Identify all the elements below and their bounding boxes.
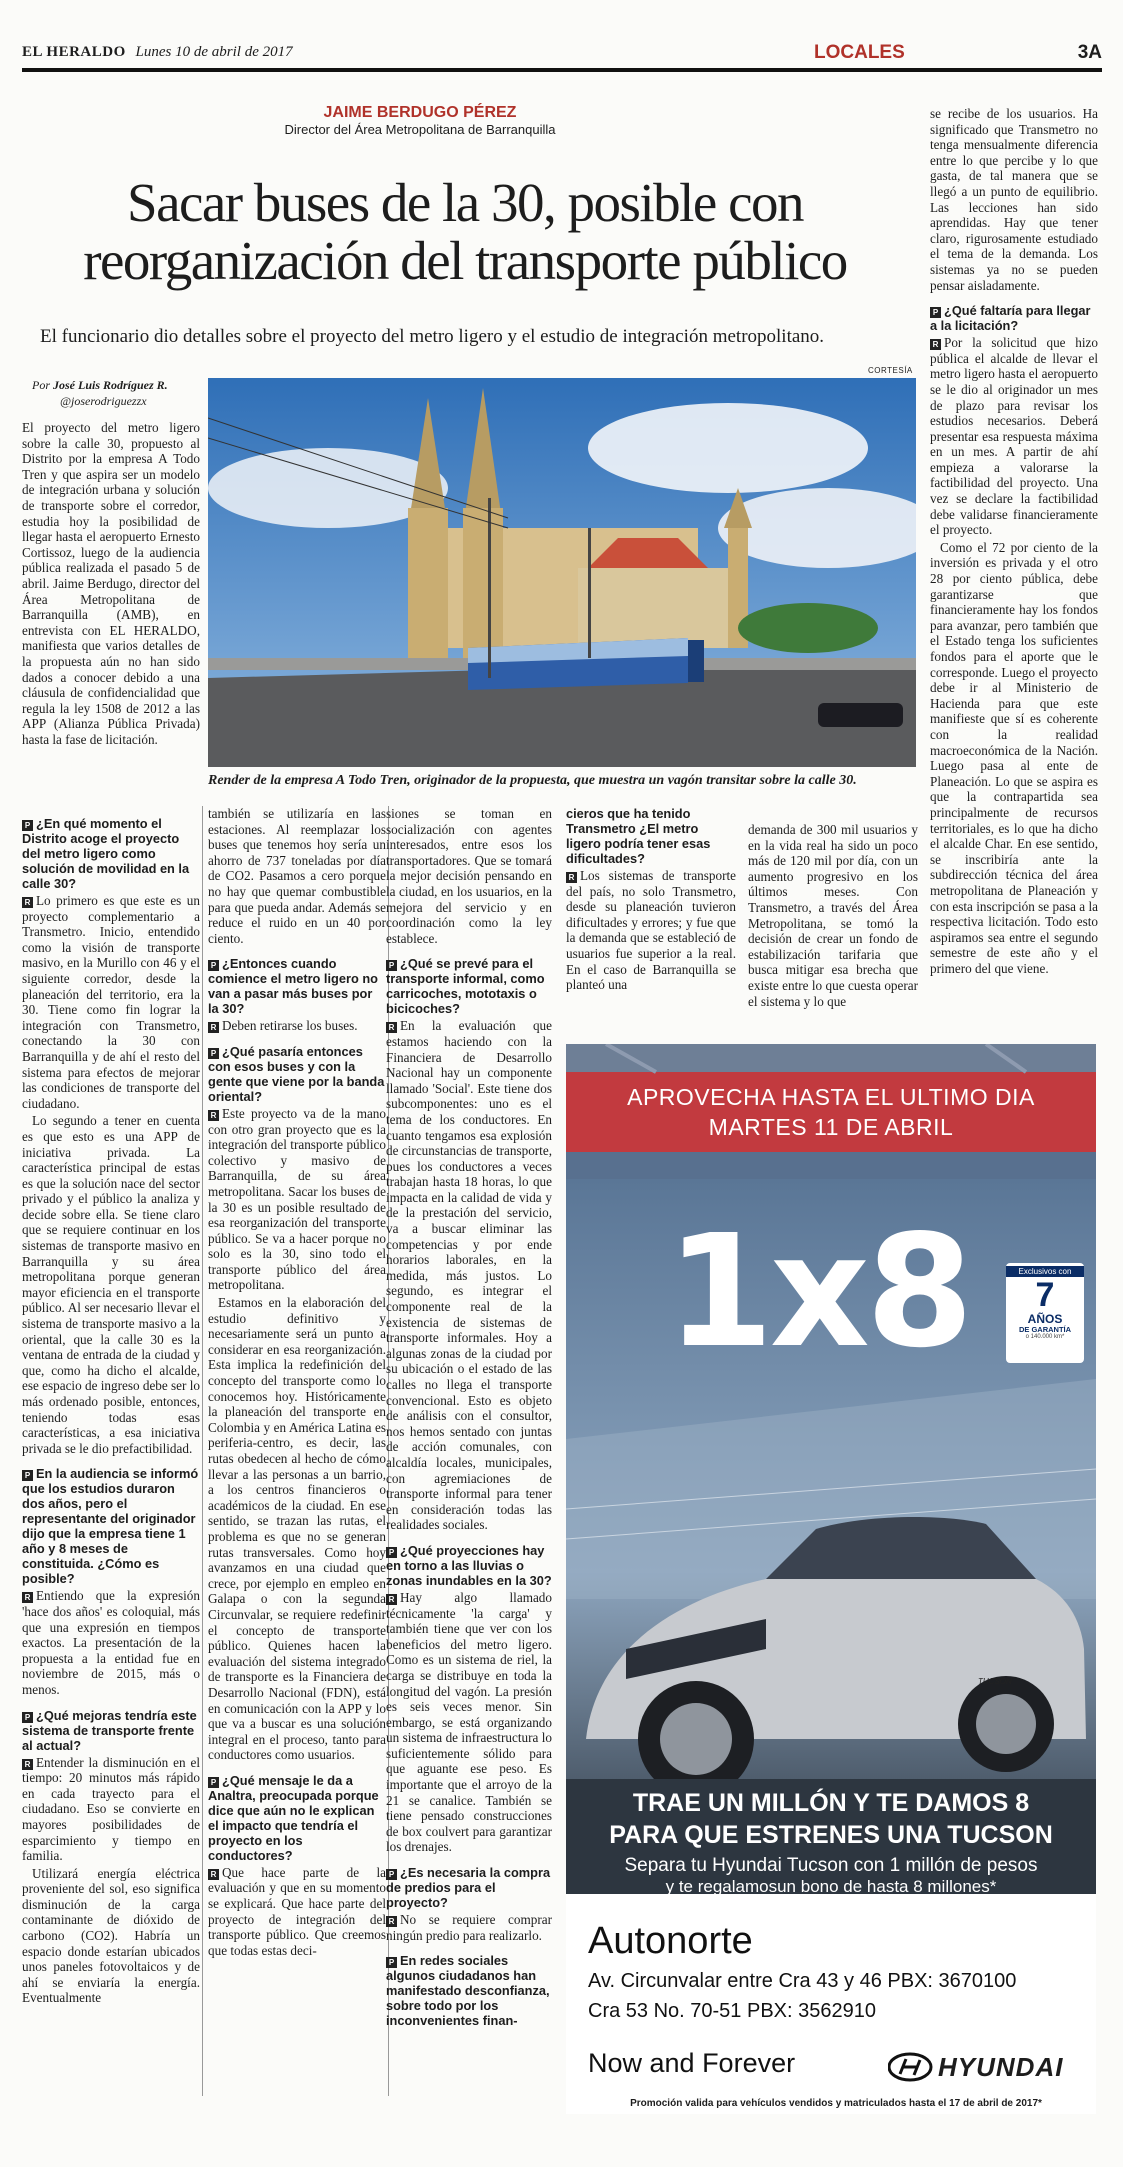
- warranty-badge-sub: DE GARANTÍA: [1018, 1325, 1072, 1334]
- masthead-rule: [22, 68, 1102, 72]
- question-text: ¿En qué momento el Distrito acoge el proyecto del metro ligero como solución de movilidad en la calle 30?: [22, 816, 190, 891]
- question: [208, 1773, 386, 1863]
- car-model-plate: TUCSON: [978, 1677, 1012, 1686]
- dealer-address-1: Av. Circunvalar entre Cra 43 y 46 PBX: 3670100: [588, 1970, 1017, 1992]
- photo-caption: Render de la empresa A Todo Tren, originador de la propuesta, que muestra un vagón transitar sobre la calle 30.: [208, 773, 857, 788]
- promo-fine-print: Promoción valida para vehículos vendidos y matriculados hasta el 17 de abril de 2017*: [630, 2098, 1042, 2109]
- question: [208, 956, 386, 1016]
- question: [386, 1953, 552, 2028]
- answer-text: Que hace parte de la evaluación y que en su momento se explicará. Que hace parte del proyecto de integración del transporte público. Que creemos que todas estas deci-: [208, 1864, 386, 1958]
- question-marker-icon: P: [386, 1869, 397, 1880]
- question-marker-icon: P: [386, 960, 397, 971]
- question: [386, 1865, 552, 1910]
- answer: [386, 1018, 552, 1533]
- article-column-6: [930, 106, 1098, 978]
- ad-banner-background: [566, 1044, 1096, 1179]
- answer: [208, 1865, 386, 1959]
- answer-text: Entender la disminución en el tiempo: 20 minutos más rápido en cada trayecto para el ciudadano. Eso se convierte en mayores posibilidades de esparcimiento y tiempo en familia.: [22, 1754, 200, 1864]
- warranty-badge-number: 7: [1035, 1276, 1055, 1314]
- article-intro-column: [22, 420, 200, 749]
- paragraph: Utilizará energía eléctrica proveniente del sol, eso significa disminución de la carga contaminante de dióxido de carbono (CO2). Habría un espacio donde estarían ubicados unos paneles fotovoltaicos y de ahí se enviaría la energía. Eventualmente: [22, 1865, 200, 2006]
- answer-text: Los sistemas de transporte del país, no solo Transmetro, desde su planeación tuvieron dificultades y errores; y fue que la demanda que se estableció de usuarios fue superior a la real. En el caso de Barranquilla se planteó una: [566, 868, 736, 993]
- question-marker-icon: P: [386, 1957, 397, 1968]
- answer-marker-icon: R: [22, 1592, 33, 1603]
- byline-prefix: Por: [32, 378, 50, 392]
- paper-name: EL HERALDO: [22, 44, 126, 60]
- question-marker-icon: P: [208, 1048, 219, 1059]
- question-marker-icon: P: [22, 1470, 33, 1481]
- hyundai-wordmark: HYUNDAI: [938, 2052, 1064, 2082]
- question: [930, 303, 1098, 333]
- question: [22, 1466, 200, 1586]
- question-continued: cieros que ha tenido Transmetro ¿El metro ligero podría tener esas dificultades?: [566, 806, 711, 866]
- answer: [386, 1590, 552, 1855]
- answer: [386, 1912, 552, 1943]
- answer: [22, 1755, 200, 1864]
- question: [208, 1044, 386, 1104]
- article-column-3: [386, 806, 552, 2030]
- ad-banner-line-2: MARTES 11 DE ABRIL: [708, 1114, 954, 1140]
- answer-marker-icon: R: [22, 897, 33, 908]
- byline: [32, 378, 168, 393]
- answer: [930, 335, 1098, 538]
- answer-text: Entiendo que la expresión 'hace dos años' es coloquial, más que una expresión en tiempos exactos. La presentación de la propuesta a la entidad fue en noviembre de 2015, más o menos.: [22, 1588, 200, 1697]
- intro-paragraph: El proyecto del metro ligero sobre la calle 30, propuesto al Distrito por la empresa A Todo Tren y que aspira ser un modelo de integración urbana y solución de transporte sobre el corredor, estudia hoy la posibilidad de llegar hasta el aeropuerto Ernesto Cortissoz, luego de la audiencia pública realizada el pasado 5 de abril. Jaime Berdugo, director del Área Metropolitana de Barranquilla (AMB), en entrevista con EL HERALDO, manifiesta que varios detalles de la propuesta aún no han sido dados a conocer debido a una cláusula de confidencialidad que regula la ley 1508 de 2012 a las APP (Alianza Pública Privada) hasta la fase de licitación.: [22, 420, 200, 747]
- question-marker-icon: P: [930, 307, 941, 318]
- tram-render-illustration: [208, 378, 916, 767]
- question: [22, 1708, 200, 1753]
- answer-text: No se requiere comprar ningún predio para realizarlo.: [386, 1912, 552, 1943]
- article-photo: [208, 378, 916, 767]
- interviewee-block: [100, 104, 740, 137]
- question-text: ¿Entonces cuando comience el metro ligero no van a pasar más buses por la 30?: [208, 956, 378, 1017]
- answer-marker-icon: R: [386, 1594, 397, 1605]
- question-text: ¿Es necesaria la compra de predios para el proyecto?: [386, 1865, 551, 1911]
- headline-line-1: Sacar buses de la 30, posible con: [126, 172, 803, 233]
- interviewee-role: Director del Área Metropolitana de Barranquilla: [284, 122, 556, 137]
- article-column-4: [566, 806, 736, 995]
- column-divider: [202, 806, 203, 2096]
- paragraph: también se utilizaría en las estaciones. Al reemplazar los buses que tenemos hoy sería un ahorro de 737 toneladas por día de CO2. Pasamos a cero porque no hay que quemar combustible para que pueda andar. Además se reduce el ruido en un 40 por ciento.: [208, 806, 386, 946]
- paragraph: Lo segundo a tener en cuenta es que esto es una APP de iniciativa privada. La característica principal de estas es que la solución nace del sector privado y el público la analiza y decide sobre ella. Se tiene claro que se requiere continuar en los sistemas de transporte masivo en Barranquilla y su área metropolitana porque generan mayor eficiencia en el transporte público. Al ser necesario llevar el sistema de transporte masivo a la oriental, que la calle 30 es la ventana de entrada de la ciudad y que, como ha dicho el alcalde, ese espacio de ingreso debe ser lo más ordenado posible, entonces, teniendo todas esas características, a esa iniciativa privada se le dio prefactibilidad.: [22, 1113, 200, 1456]
- paragraph: demanda de 300 mil usuarios y en la vida real ha sido un poco más de 120 mil por día, con un aumento progresivo en los últimos meses. Con Transmetro, a través del Área Metropolitana, se tomó la decisión de crear un fondo de estabilización tarifaria que busca mitigar esa brecha que existe entre lo que cuesta operar el sistema y lo que: [748, 822, 918, 1009]
- paragraph: Estamos en la elaboración del estudio definitivo y necesariamente será un punto a considerar en esa reorganización. Esta implica la redefinición del concepto del transporte como lo conocemos hoy. Históricamente la planeación del transporte en Colombia y en América Latina es periferia-centro, es decir, las rutas obedecen al hecho de cómo llevar a las personas a un barrio, a los centros financieros o académicos de la ciudad. En ese sentido, se trazan las rutas, el problema es que no se generan rutas transversales. Como hoy avanzamos en una ciudad que crece, por ejemplo en empleo en Galapa o con la segunda Circunvalar, se requiere redefinir el concepto de transporte público. Quienes hacen la evaluación del sistema integrado de transporte es la Financiera de Desarrollo Nacional (FDN), está en comunicación con la APP y lo que va a buscar es una solución integral en el proceso, tanto para conductores como usuarios.: [208, 1295, 386, 1763]
- answer: [22, 893, 200, 1111]
- question-marker-icon: P: [22, 820, 33, 831]
- brand-slogan: Now and Forever: [588, 2048, 796, 2078]
- byline-name: José Luis Rodríguez R.: [53, 378, 168, 392]
- hyundai-advertisement: [566, 1044, 1096, 2114]
- answer: [566, 868, 736, 993]
- answer: [22, 1588, 200, 1697]
- question: [386, 1543, 552, 1588]
- headline-line-2: reorganización del transporte público: [83, 230, 847, 291]
- ad-banner-line-1: APROVECHA HASTA EL ULTIMO DIA: [627, 1084, 1035, 1110]
- ad-subline-2: y te regalamosun bono de hasta 8 millones*: [665, 1877, 997, 1894]
- interviewee-name: JAIME BERDUGO PÉREZ: [323, 104, 517, 121]
- question-text: En la audiencia se informó que los estudios duraron dos años, pero el representante del originador dijo que la empresa tiene 1 año y 8 meses de constituida. ¿Cómo es posible?: [22, 1466, 199, 1587]
- paragraph: se recibe de los usuarios. Ha significado que Transmetro no tenga mensualmente diferencia entre lo que percibe y lo que gasta, de tal manera que se llegó a un punto de equilibrio. Las lecciones han sido aprendidas. Hay que tener claro, rigurosamente estudiado el tema de la demanda. Los sistemas ya no se pueden pensar aisladamente.: [930, 106, 1098, 293]
- question-marker-icon: P: [386, 1547, 397, 1558]
- question-marker-icon: P: [208, 960, 219, 971]
- question: [386, 956, 552, 1016]
- ad-banner: [566, 1044, 1096, 1179]
- answer-marker-icon: R: [566, 872, 577, 883]
- question-text: ¿Qué mensaje le da a Analtra, preocupada porque dice que aún no le explican el impacto que tendría el proyecto en los conductores?: [208, 1772, 379, 1863]
- ad-subline-1: Separa tu Hyundai Tucson con 1 millón de pesos: [624, 1855, 1038, 1876]
- warranty-badge-top: Exclusivos con: [1006, 1266, 1084, 1277]
- question-text: ¿Qué proyecciones hay en torno a las lluvias o zonas inundables en la 30?: [386, 1542, 552, 1588]
- answer-marker-icon: R: [208, 1110, 219, 1121]
- article-column-1: [22, 806, 200, 2008]
- warranty-badge-word: AÑOS: [1027, 1312, 1063, 1326]
- byline-handle: @joserodriguezzx: [60, 394, 147, 408]
- question-text: En redes sociales algunos ciudadanos han manifestado desconfianza, sobre todo por los inconvenientes finan-: [386, 1953, 550, 2029]
- answer-marker-icon: R: [208, 1022, 219, 1033]
- hyundai-logo: [888, 2050, 1078, 2084]
- question: [22, 816, 200, 891]
- question-text: ¿Qué faltaría para llegar a la licitación?: [930, 303, 1091, 334]
- ad-offer-1x8: 1x8: [666, 1201, 970, 1382]
- question-text: ¿Qué se prevé para el transporte informal, como carricoches, mototaxis o bicicoches?: [386, 956, 545, 1017]
- answer-text: Lo primero es que este es un proyecto complementario a Transmetro. Inicio, entendido como la visión de transporte masivo, en la Murillo con 46 y el siguiente corredor, desde la planeación del territorio, era la 30. Tiene como fin lograr la integración con Transmetro, conectando la 30 con Barranquilla y de ahí el resto del sistema para efectos de mejorar las condiciones de transporte del ciudadano.: [22, 893, 200, 1111]
- issue-date: Lunes 10 de abril de 2017: [135, 44, 293, 60]
- deck: El funcionario dio detalles sobre el proyecto del metro ligero y el estudio de integración metropolitano.: [40, 326, 825, 347]
- headline: [20, 174, 910, 290]
- answer-marker-icon: R: [386, 1022, 397, 1033]
- answer: [208, 1018, 386, 1034]
- answer-marker-icon: R: [930, 339, 941, 350]
- answer: [208, 1106, 386, 1293]
- question-text: ¿Qué pasaría entonces con esos buses y con la gente que viene por la banda oriental?: [208, 1043, 385, 1104]
- answer-text: Deben retirarse los buses.: [222, 1018, 358, 1034]
- question-marker-icon: P: [22, 1712, 33, 1723]
- answer-marker-icon: R: [22, 1759, 33, 1770]
- ad-headline-2: PARA QUE ESTRENES UNA TUCSON: [609, 1821, 1053, 1849]
- page-number: 3A: [1077, 42, 1102, 63]
- answer-text: Hay algo llamado técnicamente 'la carga' y también tiene que ver con los beneficios del metro ligero. Como es un sistema de riel, la carga se distribuye en toda la longitud del vagón. La presión es seis veces menor. Sin embargo, se está organizando un sistema de infraestructura lo suficientemente sólido para que aguante ese peso. Es importante que el arroyo de la 21 se canalice. También se tiene pensado construcciones de box coulvert para garantizar los drenajes.: [386, 1589, 552, 1855]
- warranty-badge: [1006, 1263, 1084, 1363]
- answer-text: Este proyecto va de la mano con otro gran proyecto que es la integración del transporte público colectivo y masivo de Barranquilla, de su área metropolitana. Sacar los buses de la 30 es un posible resultado de esa reorganización del transporte público. Se va a hacer porque no solo es la 30, sino todo el transporte público del área metropolitana.: [208, 1105, 386, 1293]
- answer-marker-icon: R: [208, 1869, 219, 1880]
- dealer-address-2: Cra 53 No. 70-51 PBX: 3562910: [588, 2000, 876, 2022]
- article-column-2: [208, 806, 386, 1960]
- ad-headline-1: TRAE UN MILLÓN Y TE DAMOS 8: [632, 1789, 1030, 1817]
- paragraph: Como el 72 por ciento de la inversión es privada y el otro 28 por ciento pública, debe garantizarse que financieramente hay los fondos para avanzar, pero también que el Estado tenga los suficientes fondos para el aporte que le corresponde. Luego el proyecto debe ir al Ministerio de Hacienda para que este manifieste que sí es coherente con la realidad macroeconómica de la Nación. Luego pasa al ente de Planeación. Lo que se aspira es que la contrapartida sea principalmente de recursos territoriales, es lo que ha dicho el alcalde Char. En ese sentido, se inscribiría ante la subdirección técnica del área metropolitana de Planeación y con esta inscripción se pasa a la respectiva licitación. Todo esto aspiramos sea entre el segundo semestre de este año y el primero del que viene.: [930, 539, 1098, 976]
- answer-text: Por la solicitud que hizo pública el alcalde de llevar el metro ligero hasta el aeropuerto se le dio al originador un mes de plazo para revisar los estudios necesarios. Deberá presentar esa respuesta máxima en un mes. A partir de ahí empieza a valorarse la factibilidad del proyecto. Una vez se declare la factibilidad debe validarse financieramente el proyecto.: [930, 335, 1098, 538]
- warranty-badge-km: o 140.000 km*: [1025, 1334, 1065, 1340]
- masthead: [22, 44, 1102, 68]
- section-name: LOCALES: [814, 42, 905, 63]
- photo-credit: CORTESÍA: [868, 366, 913, 375]
- question-marker-icon: P: [208, 1777, 219, 1788]
- answer-text: En la evaluación que estamos haciendo con la Financiera de Desarrollo Nacional hay un componente llamado 'Social'. Este tiene dos subcomponentes: uno es el tema de los conductores. En cuanto tengamos esa explosión de circunstancias de transporte, pues los conductores a veces trabajan hasta 18 horas, lo que impacta en la calidad de vida y de la prestación del servicio, va a buscar eliminar las competencias y por ende horarios laborales, en la medida, más justos. Lo segundo, es integrar el componente real de la existencia de sistemas de transporte informales. Hoy a algunas zonas de la ciudad por su ubicación o el estado de las calles no llega el transporte convencional. Esto es objeto de análisis con el consultor, nos hemos sentado con juntas de acción comunales, con alcaldía locales, municipales, con agremiaciones de transporte informal para tener en consideración todas las realidades sociales.: [386, 1018, 552, 1533]
- paragraph: siones se toman en socialización con agentes interesados, entre esos los transportadores. Que se tomará la mejor decisión pensando en la ciudad, en los usuarios, en la mejora del servicio y en coordinación como la ley establece.: [386, 806, 552, 946]
- question-text: ¿Qué mejoras tendría este sistema de transporte frente al actual?: [22, 1707, 197, 1753]
- answer-marker-icon: R: [386, 1916, 397, 1927]
- article-column-5: [748, 822, 918, 1011]
- dealer-name: Autonorte: [588, 1920, 753, 1962]
- ad-hero: [566, 1179, 1096, 1894]
